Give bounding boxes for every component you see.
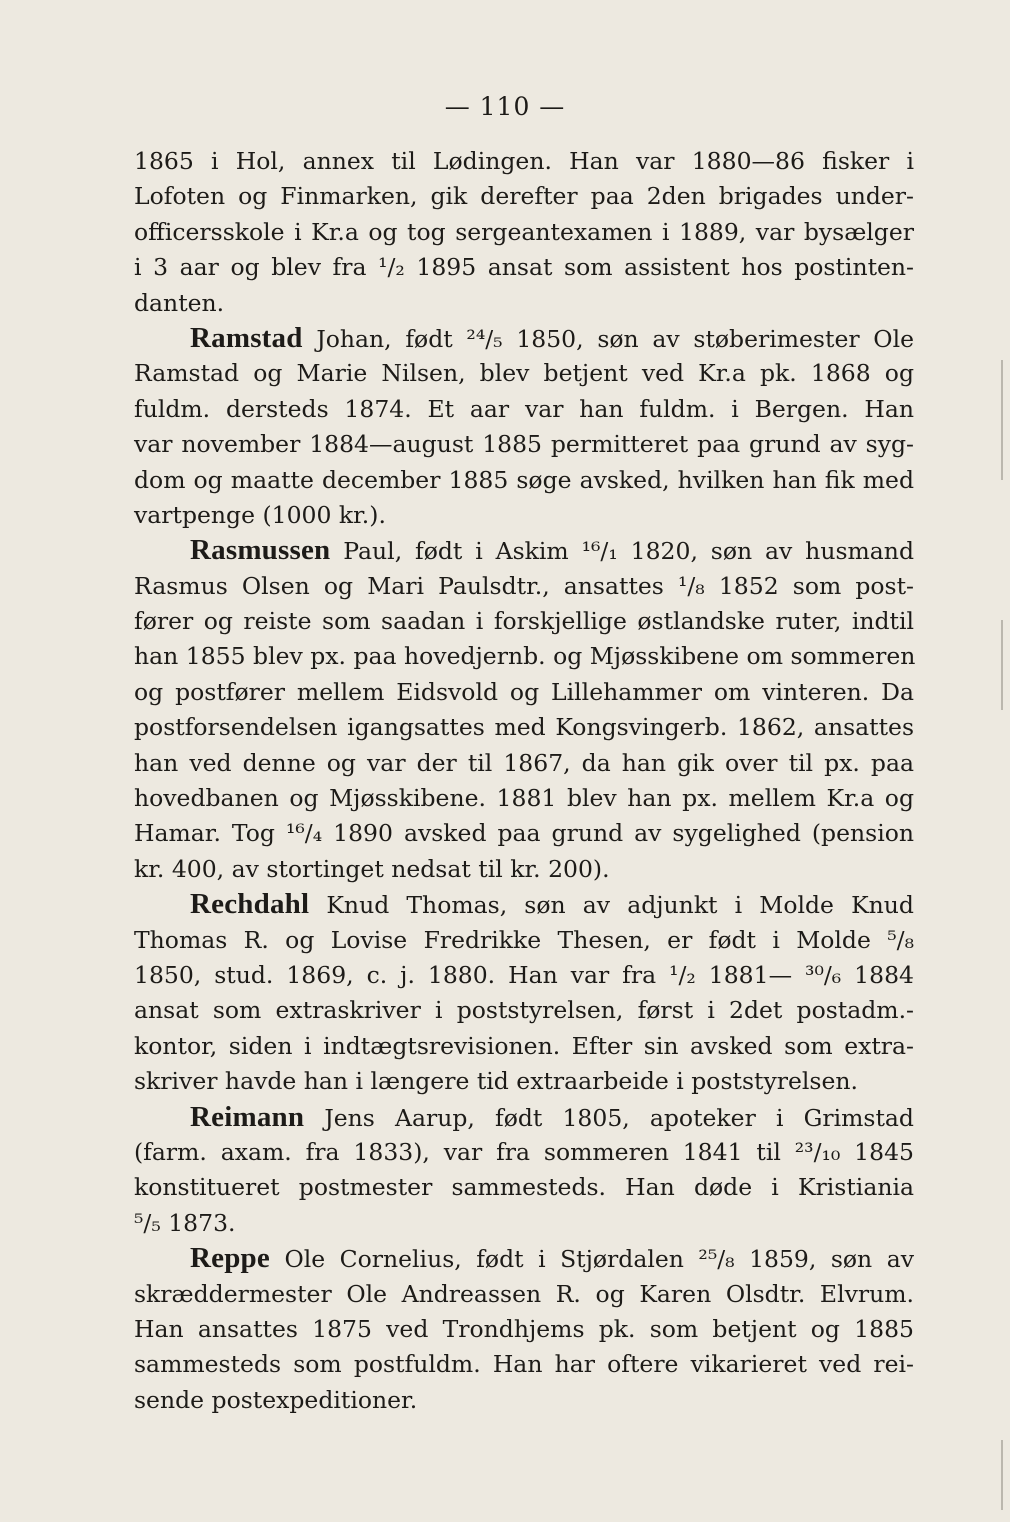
scan-edge-mark — [1001, 1440, 1003, 1510]
text-line: konstitueret postmester sammesteds. Han døde i Kristiania — [134, 1173, 914, 1202]
page-number: — 110 — — [444, 92, 566, 121]
text-line: 1850, stud. 1869, c. j. 1880. Han var fra ¹/₂ 1881— ³⁰/₆ 1884 — [134, 960, 914, 989]
entry-name: Reimann — [190, 1100, 305, 1133]
text-line: hovedbanen og Mjøsskibene. 1881 blev han px. mellem Kr.a og — [134, 784, 914, 813]
text-line: sammesteds som postfuldm. Han har oftere vikarieret ved rei- — [134, 1350, 914, 1379]
text-line: (farm. axam. fra 1833), var fra sommeren 1841 til ²³/₁₀ 1845 — [134, 1137, 914, 1166]
text-line: ansat som extraskriver i poststyrelsen, først i 2det postadm.- — [134, 996, 914, 1025]
text-body — [134, 144, 914, 1418]
text-line: 1865 i Hol, annex til Lødingen. Han var 1880—86 fisker i — [134, 147, 914, 175]
text-line: fuldm. dersteds 1874. Et aar var han fuldm. i Bergen. Han — [134, 394, 914, 423]
scan-edge-mark — [1001, 620, 1003, 710]
entry-text: Knud Thomas, søn av adjunkt i Molde Knud — [326, 891, 914, 920]
entry-ramstad — [134, 321, 914, 533]
entry-name: Reppe — [190, 1242, 270, 1275]
entry-text: Ole Cornelius, født i Stjørdalen ²⁵/₈ 1859, søn av — [284, 1245, 914, 1274]
entry-reimann — [134, 1100, 914, 1242]
paragraph — [134, 144, 914, 321]
text-line: kontor, siden i indtægtsrevisionen. Efter sin avsked som extra- — [134, 1031, 914, 1060]
text-line: officersskole i Kr.a og tog sergeantexamen i 1889, var bysælger — [134, 217, 914, 246]
text-line: sende postexpeditioner. — [134, 1385, 418, 1414]
text-line: Thomas R. og Lovise Fredrikke Thesen, er født i Molde ⁵/₈ — [134, 925, 914, 954]
entry-text: Paul, født i Askim ¹⁶/₁ 1820, søn av husmand — [343, 537, 914, 566]
text-line: skriver havde han i længere tid extraarbeide i poststyrelsen. — [134, 1067, 858, 1096]
text-line: han 1855 blev px. paa hovedjernb. og Mjøsskibene om sommeren — [134, 642, 916, 671]
entry-text: Johan, født ²⁴/₅ 1850, søn av støberimester Ole — [316, 324, 914, 353]
text-line: han ved denne og var der til 1867, da han gik over til px. paa — [134, 748, 914, 777]
entry-reppe — [134, 1241, 914, 1418]
text-line: fører og reiste som saadan i forskjellige østlandske ruter, indtil — [134, 607, 914, 636]
text-line: vartpenge (1000 kr.). — [134, 500, 386, 529]
text-line: skræddermester Ole Andreassen R. og Karen Olsdtr. Elvrum. — [134, 1279, 914, 1308]
text-line: Ramstad og Marie Nilsen, blev betjent ved Kr.a pk. 1868 og — [134, 359, 914, 388]
text-line: Hamar. Tog ¹⁶/₄ 1890 avsked paa grund av sygelighed (pension — [134, 819, 914, 848]
text-line: Lofoten og Finmarken, gik derefter paa 2den brigades under- — [134, 182, 914, 211]
entry-name: Rechdahl — [190, 888, 310, 921]
entry-text: Jens Aarup, født 1805, apoteker i Grimstad — [324, 1103, 914, 1132]
text-line: dom og maatte december 1885 søge avsked, hvilken han fik med — [134, 465, 914, 494]
text-line: ⁵/₅ 1873. — [134, 1208, 236, 1237]
text-line: kr. 400, av stortinget nedsat til kr. 200). — [134, 854, 610, 883]
text-line: postforsendelsen igangsattes med Kongsvingerb. 1862, ansattes — [134, 713, 914, 742]
entry-first-line — [134, 533, 914, 568]
entry-first-line — [134, 1100, 914, 1135]
text-line: Rasmus Olsen og Mari Paulsdtr., ansattes ¹/₈ 1852 som post- — [134, 571, 914, 600]
entry-rasmussen — [134, 533, 914, 887]
entry-rechdahl — [134, 887, 914, 1099]
text-line: og postfører mellem Eidsvold og Lillehammer om vinteren. Da — [134, 677, 914, 706]
entry-first-line — [134, 321, 914, 356]
text-line: var november 1884—august 1885 permitteret paa grund av syg- — [134, 430, 914, 459]
text-line: Han ansattes 1875 ved Trondhjems pk. som betjent og 1885 — [134, 1314, 914, 1343]
text-line: danten. — [134, 288, 225, 317]
entry-first-line — [134, 887, 914, 922]
scan-edge-mark — [1001, 360, 1003, 480]
text-line: i 3 aar og blev fra ¹/₂ 1895 ansat som assistent hos postinten- — [134, 253, 914, 282]
entry-first-line — [134, 1241, 914, 1276]
entry-name: Rasmussen — [190, 534, 331, 567]
entry-name: Ramstad — [190, 321, 303, 354]
